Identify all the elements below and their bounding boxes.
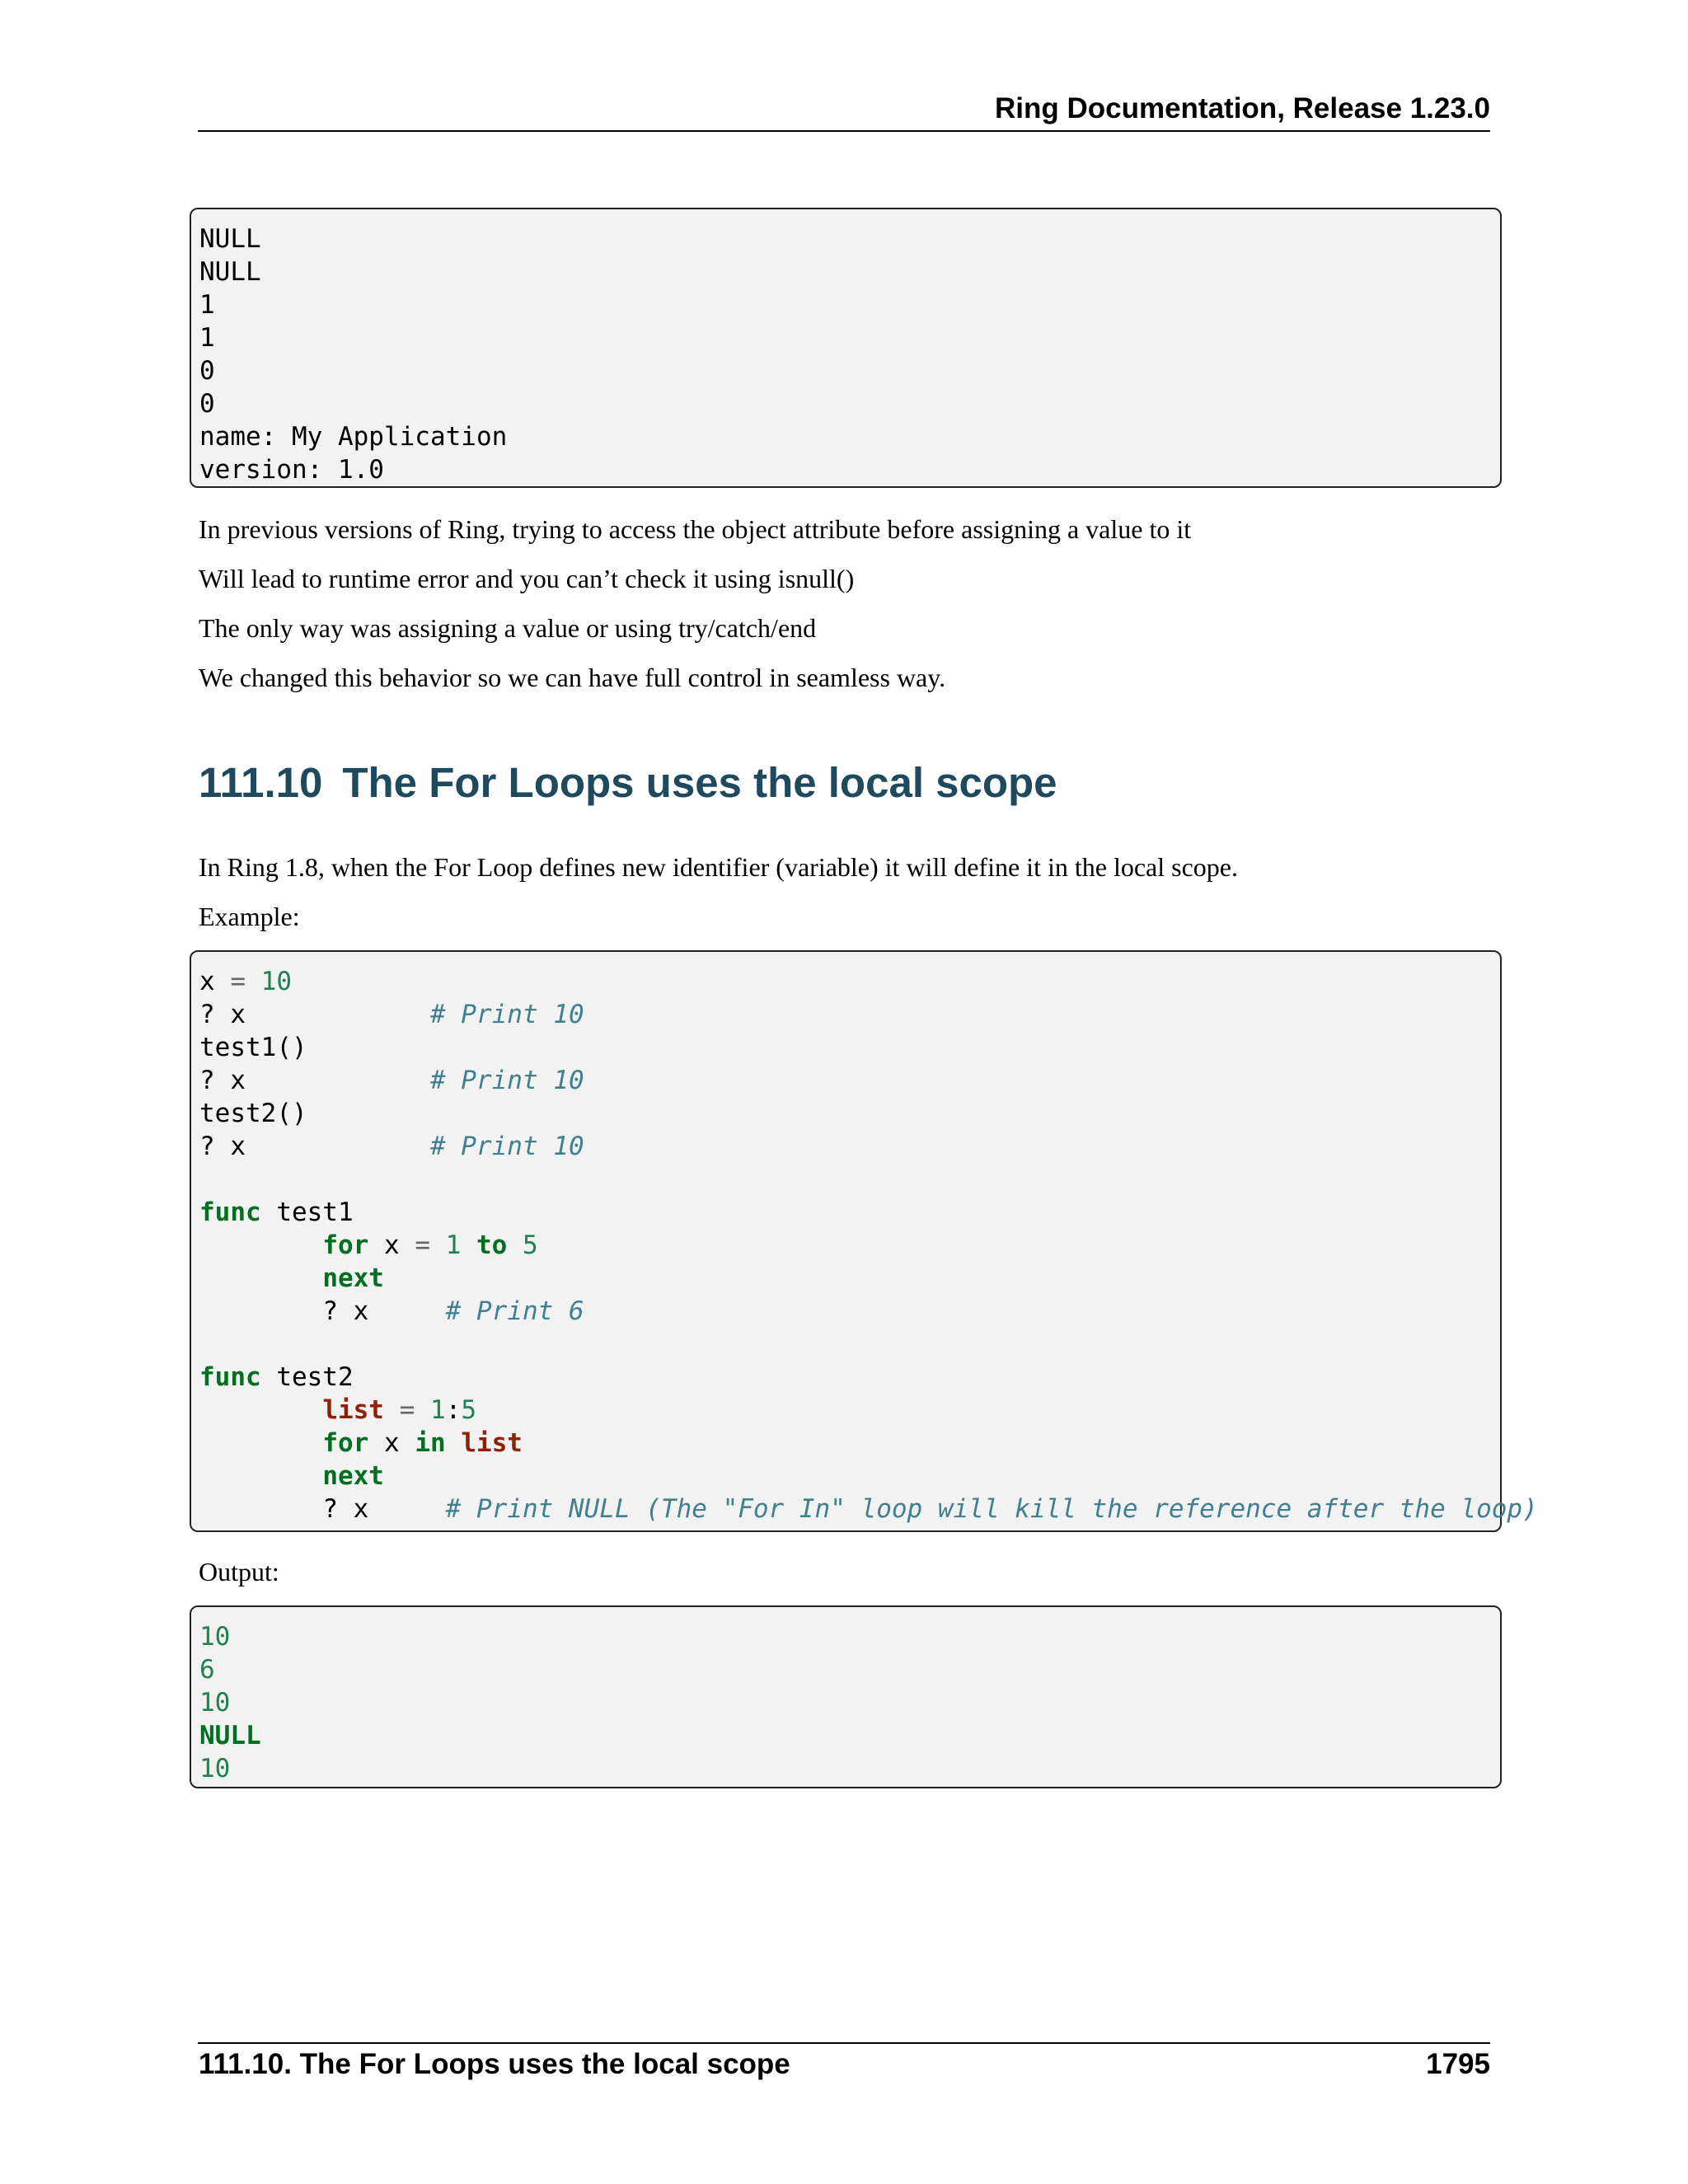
example-label: Example:: [199, 902, 300, 931]
body-paragraph: We changed this behavior so we can have full control in seamless way.: [199, 663, 946, 692]
code-line: version: 1.0: [199, 455, 384, 485]
code-line: test2(): [199, 1099, 307, 1128]
footer-section-title: 111.10. The For Loops uses the local scope: [199, 2048, 790, 2080]
section-title-text: The For Loops uses the local scope: [342, 759, 1057, 806]
code-line: 1: [199, 323, 215, 353]
code-line: ? x # Print 10: [199, 1000, 584, 1029]
code-line: next: [322, 1461, 384, 1491]
page-number: 1795: [1426, 2048, 1490, 2080]
section-number: 111.10: [199, 759, 323, 806]
code-line-blank: [199, 1328, 1538, 1361]
code-line: 10: [199, 1754, 231, 1783]
code-line: ? x # Print 10: [199, 1132, 584, 1161]
code-line: ? x # Print NULL (The "For In" loop will kill the reference after the loop): [322, 1494, 1538, 1524]
code-line: 1: [199, 290, 215, 320]
code-line: func test1: [199, 1197, 354, 1227]
header-rule: [198, 130, 1490, 132]
output-code-block: [190, 208, 1502, 488]
body-paragraph: Will lead to runtime error and you can’t check it using isnull(): [199, 564, 855, 593]
example-code-block: [190, 950, 1538, 1532]
code-line: for x = 1 to 5: [322, 1230, 538, 1260]
code-line: name: My Application: [199, 422, 508, 452]
running-header: Ring Documentation, Release 1.23.0: [994, 92, 1490, 124]
code-line: 6: [199, 1655, 215, 1685]
code-line: 10: [199, 1622, 231, 1652]
code-line: x = 10: [199, 967, 292, 996]
code-line: next: [322, 1263, 384, 1293]
code-line: 0: [199, 356, 215, 386]
code-line: 10: [199, 1688, 231, 1718]
code-line: ? x # Print 6: [322, 1296, 584, 1326]
code-line: func test2: [199, 1362, 354, 1392]
code-line: test1(): [199, 1033, 307, 1062]
output-code-block: [190, 1605, 1502, 1788]
code-line: 0: [199, 389, 215, 419]
code-line: NULL: [199, 224, 261, 254]
body-paragraph: The only way was assigning a value or using try/catch/end: [199, 613, 817, 643]
body-paragraph: In previous versions of Ring, trying to access the object attribute before assigning a value to it: [199, 514, 1192, 544]
code-line: NULL: [199, 257, 261, 287]
code-line: ? x # Print 10: [199, 1066, 584, 1095]
section-intro: In Ring 1.8, when the For Loop defines new identifier (variable) it will define it in the local scope.: [199, 852, 1238, 882]
code-line: list = 1:5: [322, 1395, 476, 1425]
code-line-blank: [199, 1163, 1538, 1196]
code-line: NULL: [199, 1721, 261, 1750]
code-line: for x in list: [322, 1428, 523, 1458]
output-label: Output:: [199, 1557, 279, 1586]
section-heading: [199, 757, 1057, 809]
